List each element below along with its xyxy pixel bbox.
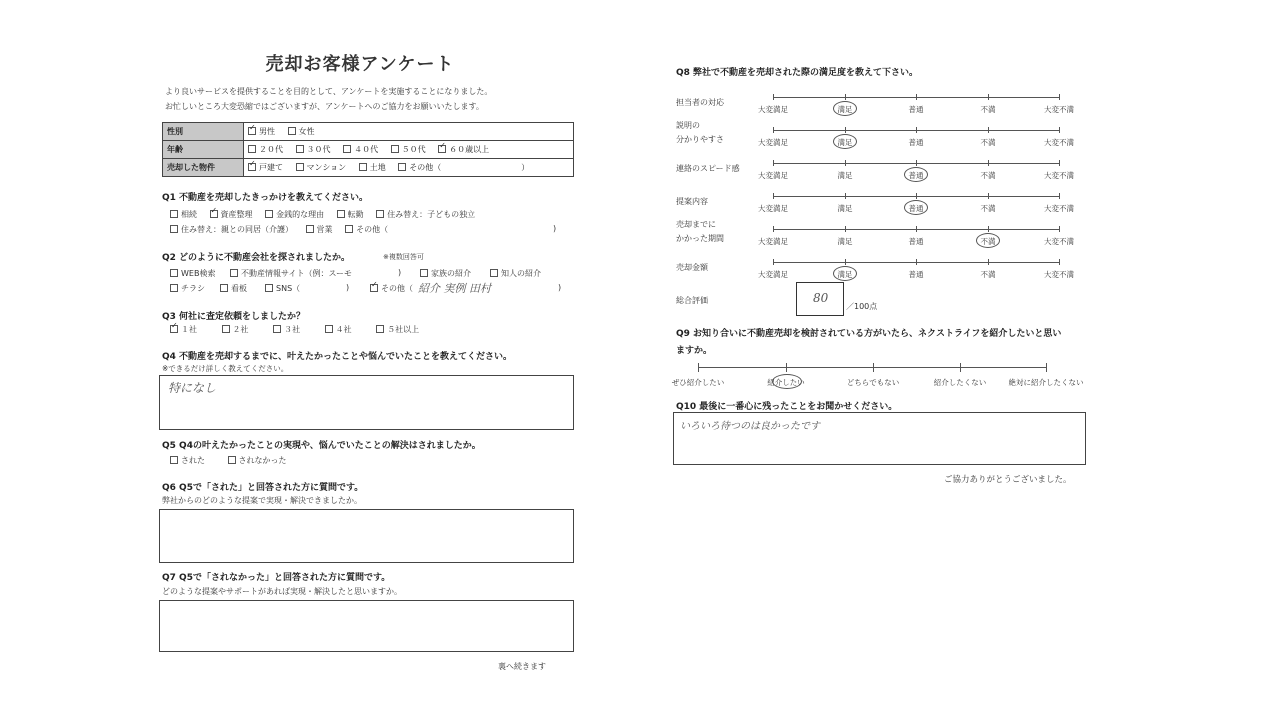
option-q2-other: その他（	[381, 284, 413, 293]
checkbox-property-other[interactable]	[398, 163, 406, 171]
option-web-search: WEB検索	[181, 269, 216, 278]
q4-handwritten: 特になし	[168, 381, 217, 395]
checkbox-sns[interactable]	[265, 284, 273, 292]
q8-scale-tick[interactable]	[916, 160, 917, 166]
checkbox-flyer[interactable]	[170, 284, 178, 292]
q8-scale-tick[interactable]	[916, 127, 917, 133]
survey-title: 売却お客様アンケート	[265, 54, 455, 75]
q2-friend-wrap	[490, 268, 541, 279]
q8-row-label: 連絡のスピード感	[676, 164, 740, 173]
q8-scale-tick[interactable]	[916, 193, 917, 199]
option-mansion: マンション	[306, 163, 347, 172]
q2-other-close: )	[558, 283, 562, 292]
q1-row-2	[170, 224, 388, 235]
q6-answer-box[interactable]	[159, 509, 574, 563]
q8-selected-circle	[833, 266, 857, 281]
q9-scale-tick[interactable]	[786, 363, 787, 372]
q5-options	[170, 455, 287, 466]
option-sns: SNS（	[276, 284, 301, 293]
q8-scale-label: 不満	[980, 171, 996, 180]
checkbox-q1-other[interactable]	[345, 225, 353, 233]
option-age-40s: ４０代	[354, 145, 379, 154]
q9-scale-label: 紹介したい	[767, 378, 805, 387]
q9-scale-tick[interactable]	[698, 363, 699, 372]
checkbox-age-40s[interactable]	[343, 145, 351, 153]
q7-answer-box[interactable]	[159, 600, 574, 652]
checkbox-age-60plus[interactable]	[438, 145, 446, 153]
q8-scale-label: 大変満足	[758, 270, 788, 279]
q8-row-label: 提案内容	[676, 197, 708, 206]
checkbox-resolved[interactable]	[170, 456, 178, 464]
q8-scale-tick[interactable]	[845, 226, 846, 232]
q9-scale-label: 紹介したくない	[933, 378, 987, 387]
q8-heading: Q8 弊社で不動産を売却された際の満足度を教えて下さい。	[676, 68, 919, 78]
q8-scale-tick[interactable]	[1059, 127, 1060, 133]
q8-row-label-line-2: かかった期間	[676, 234, 724, 243]
checkbox-female[interactable]	[288, 127, 296, 135]
thanks-note: ご協力ありがとうございました。	[944, 475, 1072, 485]
q8-scale-label: 普通	[908, 138, 924, 147]
option-sales: 営業	[316, 225, 333, 234]
q8-scale-label: 満足	[837, 237, 853, 246]
q2-heading: Q2 どのように不動産会社を探されましたか。	[162, 253, 351, 263]
q8-scale-label: 不満	[980, 138, 996, 147]
q8-scale-label: 大変満足	[758, 237, 788, 246]
option-q1-other: その他（	[356, 225, 389, 234]
option-financial-reason: 金銭的な理由	[276, 210, 325, 219]
checkbox-sales[interactable]	[306, 225, 314, 233]
q2-flyer-wrap	[170, 283, 205, 294]
q8-row-label: 売却までに	[676, 220, 716, 229]
overall-score-handwritten: 80	[813, 291, 829, 305]
portal-close: )	[398, 268, 402, 277]
q8-selected-circle	[833, 134, 857, 149]
q8-scale-label: 大変不満	[1044, 237, 1074, 246]
q9-scale-label: どちらでもない	[846, 378, 900, 387]
q8-scale-label: 大変満足	[758, 204, 788, 213]
q2-other-wrap	[370, 283, 413, 294]
q8-scale-tick[interactable]	[845, 94, 846, 100]
checkbox-friend-referral[interactable]	[490, 269, 498, 277]
q8-scale-label: 大変不満	[1044, 204, 1074, 213]
q2-sign-wrap	[220, 283, 247, 294]
checkbox-4-companies[interactable]	[325, 325, 333, 333]
checkbox-financial-reason[interactable]	[265, 210, 273, 218]
q8-scale-tick[interactable]	[1059, 94, 1060, 100]
q8-scale-tick[interactable]	[845, 127, 846, 133]
checkbox-age-30s[interactable]	[296, 145, 304, 153]
q4-note: ※できるだけ詳しく教えてください。	[162, 364, 289, 373]
q8-row-label-line-2: 分かりやすさ	[676, 135, 724, 144]
checkbox-2-companies[interactable]	[222, 325, 230, 333]
q8-scale-label: 大変不満	[1044, 138, 1074, 147]
q10-answer-box[interactable]	[673, 412, 1086, 465]
q6-sub: 弊社からのどのような提案で実現・解決できましたか。	[162, 496, 362, 505]
q8-scale-label: 大変不満	[1044, 171, 1074, 180]
q1-other-close: )	[553, 224, 557, 233]
q3-heading: Q3 何社に査定依頼をしましたか？	[162, 312, 306, 322]
q7-sub: どのような提案やサポートがあれば実現・解決したと思いますか。	[162, 587, 402, 596]
q8-scale-tick[interactable]	[988, 160, 989, 166]
gender-label: 性別	[163, 123, 244, 141]
q1-row-1	[170, 209, 485, 220]
option-3-companies: ３社	[284, 325, 301, 334]
checkbox-relocation-parent[interactable]	[170, 225, 178, 233]
option-not-resolved: されなかった	[238, 456, 287, 465]
checkbox-transfer[interactable]	[337, 210, 345, 218]
q8-selected-circle	[976, 233, 1000, 248]
q8-scale-tick[interactable]	[773, 259, 774, 265]
option-asset-organizing: 資産整理	[220, 210, 253, 219]
q8-scale-tick[interactable]	[773, 127, 774, 133]
checkbox-q2-other[interactable]	[370, 284, 378, 292]
option-relocation-child: 住み替え：子どもの独立	[387, 210, 476, 219]
q6-heading: Q6 Q5で「された」と回答された方に質問です。	[162, 483, 364, 493]
q9-scale-label: ぜひ紹介したい	[671, 378, 725, 387]
profile-table	[162, 122, 574, 177]
option-age-60plus: ６０歳以上	[449, 145, 490, 154]
q8-scale-tick[interactable]	[916, 226, 917, 232]
sns-close: )	[346, 283, 350, 292]
q8-scale-label: 普通	[908, 270, 924, 279]
q8-scale-tick[interactable]	[845, 259, 846, 265]
q8-scale-label: 満足	[837, 270, 853, 279]
q1-heading: Q1 不動産を売却したきっかけを教えてください。	[162, 193, 369, 203]
option-2-companies: ２社	[232, 325, 249, 334]
q8-selected-circle	[904, 200, 928, 215]
q8-scale-tick[interactable]	[845, 193, 846, 199]
option-male: 男性	[259, 127, 275, 136]
q4-answer-box[interactable]	[159, 375, 574, 430]
q8-scale-tick[interactable]	[845, 160, 846, 166]
q8-row-label: 説明の	[676, 121, 700, 130]
q9-heading-line-2: ますか。	[676, 346, 713, 356]
q8-scale-tick[interactable]	[988, 226, 989, 232]
option-resolved: された	[181, 456, 205, 465]
q9-scale-tick[interactable]	[1046, 363, 1047, 372]
option-property-other: その他（	[409, 163, 442, 172]
q8-scale-label: 不満	[980, 204, 996, 213]
option-age-30s: ３０代	[306, 145, 331, 154]
q9-scale-line	[698, 367, 1046, 368]
q8-scale-tick[interactable]	[773, 226, 774, 232]
q5-heading: Q5 Q4の叶えたかったことの実現や、悩んでいたことの解決はされましたか。	[162, 441, 481, 451]
intro-line-2: お忙しいところ大変恐縮ではございますが、アンケートへのご協力をお願いいたします。	[165, 102, 484, 111]
checkbox-1-company[interactable]	[170, 325, 178, 333]
q3-options	[170, 324, 419, 335]
q8-scale-label: 大変満足	[758, 105, 788, 114]
q8-scale-label: 不満	[980, 270, 996, 279]
option-signboard: 看板	[231, 284, 247, 293]
q8-scale-label: 不満	[980, 105, 996, 114]
q2-family-wrap	[420, 268, 471, 279]
checkbox-age-20s[interactable]	[248, 145, 256, 153]
checkbox-signboard[interactable]	[220, 284, 228, 292]
checkbox-5-plus-companies[interactable]	[376, 325, 384, 333]
q8-scale-label: 不満	[980, 237, 996, 246]
q8-scale-tick[interactable]	[1059, 160, 1060, 166]
q8-scale-tick[interactable]	[773, 193, 774, 199]
q8-scale-tick[interactable]	[1059, 193, 1060, 199]
checkbox-male[interactable]	[248, 127, 256, 135]
option-detached-house: 戸建て	[259, 163, 283, 172]
q8-scale-tick[interactable]	[916, 94, 917, 100]
checkbox-age-50s[interactable]	[391, 145, 399, 153]
q8-scale-tick[interactable]	[988, 259, 989, 265]
overall-score-box[interactable]	[796, 282, 844, 316]
checkbox-asset-organizing[interactable]	[210, 210, 218, 218]
checkbox-web-search[interactable]	[170, 269, 178, 277]
q8-scale-label: 普通	[908, 204, 924, 213]
option-portal-site: 不動産情報サイト（例：スーモ	[241, 269, 353, 278]
q9-scale-tick[interactable]	[873, 363, 874, 372]
q8-scale-tick[interactable]	[988, 193, 989, 199]
q8-scale-tick[interactable]	[1059, 226, 1060, 232]
option-5-plus-companies: ５社以上	[387, 325, 420, 334]
option-age-20s: ２０代	[259, 145, 283, 154]
property-other-close: ）	[521, 163, 530, 172]
q8-scale-label: 大変満足	[758, 138, 788, 147]
option-1-company: １社	[181, 325, 197, 334]
q8-scale-label: 満足	[837, 138, 853, 147]
q2-other-handwritten: 紹介 実例 田村	[418, 282, 491, 295]
q7-heading: Q7 Q5で「されなかった」と回答された方に質問です。	[162, 573, 391, 583]
q8-scale-tick[interactable]	[1059, 259, 1060, 265]
q8-scale-label: 普通	[908, 171, 924, 180]
q8-scale-tick[interactable]	[773, 94, 774, 100]
q8-scale-tick[interactable]	[988, 127, 989, 133]
q8-scale-label: 普通	[908, 105, 924, 114]
q10-heading: Q10 最後に一番心に残ったことをお聞かせください。	[676, 402, 898, 412]
q8-scale-label: 満足	[837, 204, 853, 213]
checkbox-inheritance[interactable]	[170, 210, 178, 218]
q8-row-label: 担当者の対応	[676, 98, 724, 107]
option-land: 土地	[369, 163, 386, 172]
option-female: 女性	[298, 127, 315, 136]
property-label: 売却した物件	[163, 159, 244, 177]
age-label: 年齢	[163, 141, 244, 159]
checkbox-land[interactable]	[359, 163, 367, 171]
q2-sns-wrap	[265, 283, 300, 294]
q10-handwritten: いろいろ待つのは良かったです	[680, 421, 820, 432]
option-relocation-parent: 住み替え：親との同居（介護）	[181, 225, 293, 234]
q9-scale-tick[interactable]	[960, 363, 961, 372]
continue-note: 裏へ続きます	[498, 662, 546, 671]
overall-label: 総合評価	[676, 296, 708, 305]
checkbox-mansion[interactable]	[296, 163, 304, 171]
q9-heading-line-1: Q9 お知り合いに不動産売却を検討されている方がいたら、ネクストライフを紹介したいと思い	[676, 329, 1062, 339]
q8-scale-label: 大変不満	[1044, 270, 1074, 279]
overall-suffix: ／100点	[846, 302, 878, 311]
option-flyer: チラシ	[181, 284, 205, 293]
q2-note: ※複数回答可	[383, 253, 424, 261]
checkbox-relocation-child[interactable]	[376, 210, 384, 218]
q8-scale-tick[interactable]	[916, 259, 917, 265]
q8-scale-label: 大変不満	[1044, 105, 1074, 114]
option-age-50s: ５０代	[401, 145, 426, 154]
q8-scale-tick[interactable]	[773, 160, 774, 166]
q9-selected-circle	[772, 374, 802, 389]
q8-row-label: 売却金額	[676, 263, 708, 272]
q8-selected-circle	[833, 101, 857, 116]
q2-suumo-wrap	[230, 268, 352, 279]
q9-scale-label: 絶対に紹介したくない	[1008, 378, 1084, 387]
checkbox-not-resolved[interactable]	[228, 456, 236, 464]
q8-selected-circle	[904, 167, 928, 182]
option-friend-referral: 知人の紹介	[501, 269, 541, 278]
checkbox-3-companies[interactable]	[273, 325, 281, 333]
q8-scale-tick[interactable]	[988, 94, 989, 100]
checkbox-portal-site[interactable]	[230, 269, 238, 277]
q8-scale-label: 普通	[908, 237, 924, 246]
option-inheritance: 相続	[181, 210, 197, 219]
q8-scale-label: 満足	[837, 171, 853, 180]
option-family-referral: 家族の紹介	[431, 269, 471, 278]
intro-line-1: より良いサービスを提供することを目的として、アンケートを実施することになりました。	[165, 87, 493, 96]
q2-row-1	[170, 268, 215, 279]
q8-scale-label: 満足	[837, 105, 853, 114]
q8-scale-label: 大変満足	[758, 171, 788, 180]
option-4-companies: ４社	[335, 325, 352, 334]
checkbox-detached-house[interactable]	[248, 163, 256, 171]
option-transfer: 転勤	[347, 210, 364, 219]
q4-heading: Q4 不動産を売却するまでに、叶えたかったことや悩んでいたことを教えてください。	[162, 352, 513, 362]
checkbox-family-referral[interactable]	[420, 269, 428, 277]
